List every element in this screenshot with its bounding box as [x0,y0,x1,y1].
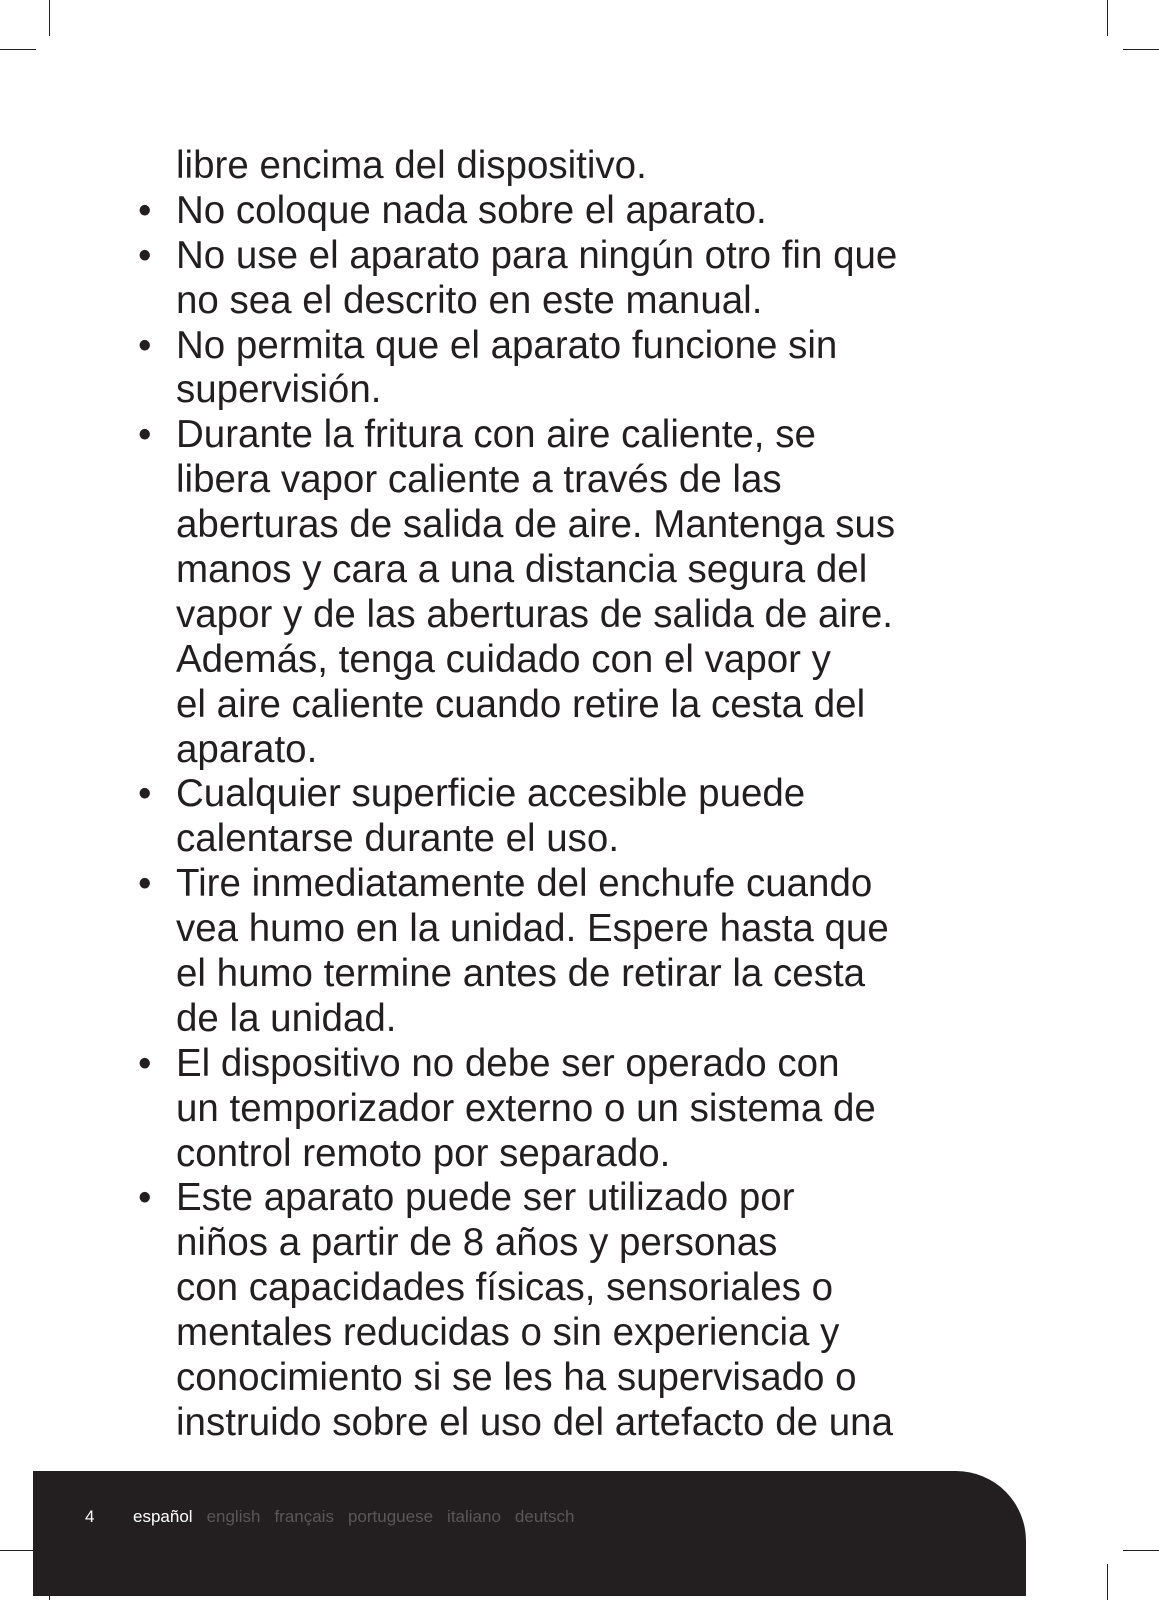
crop-mark-top-left-horizontal [0,49,36,50]
text-line [138,1401,1018,1446]
language-link-1[interactable]: english [206,1507,261,1526]
text-line [138,952,1018,997]
text-line-content: con capacidades físicas, sensoriales o [176,1266,834,1310]
crop-mark-top-right-horizontal [1123,49,1159,50]
language-link-0[interactable]: español [133,1507,193,1526]
bullet-icon: • [138,413,152,457]
text-line-content: instruido sobre el uso del artefacto de una [176,1400,893,1444]
bullet-icon: • [138,233,152,277]
bullet-icon: • [138,862,152,906]
text-line [138,1176,1018,1221]
text-line [138,907,1018,952]
text-line [138,683,1018,728]
language-link-3[interactable]: portuguese [347,1507,434,1526]
text-line [138,1087,1018,1132]
text-line-content: El dispositivo no debe ser operado con [176,1041,840,1085]
text-line-content: manos y cara a una distancia segura del [176,548,868,592]
bullet-icon: • [138,1041,152,1085]
language-nav [133,1507,574,1527]
text-line-content: Además, tenga cuidado con el vapor y [176,637,831,681]
text-line-content: No coloque nada sobre el aparato. [176,188,767,232]
text-line [138,1311,1018,1356]
language-link-4[interactable]: italiano [447,1507,501,1526]
page-number: 4 [85,1507,95,1526]
text-line [138,1266,1018,1311]
text-line-content: el humo termine antes de retirar la cesta [176,952,866,996]
text-line [138,368,1018,413]
text-line-content: conocimiento si se les ha supervisado o [176,1356,857,1400]
text-line-content: aberturas de salida de aire. Mantenga sus [176,503,896,547]
text-line [138,862,1018,907]
text-line [138,503,1018,548]
text-line [138,413,1018,458]
text-line-content: niños a partir de 8 años y personas [176,1221,778,1265]
text-line-content: Este aparato puede ser utilizado por [176,1176,795,1220]
text-line [138,772,1018,817]
text-line-content: de la unidad. [176,996,397,1040]
text-line-content: mentales reducidas o sin experiencia y [176,1311,840,1355]
text-line [138,1132,1018,1177]
crop-mark-top-right-vertical [1107,0,1108,36]
text-line [138,593,1018,638]
text-line [138,817,1018,862]
text-line-content: aparato. [176,727,318,771]
language-link-2[interactable]: français [274,1507,334,1526]
text-line [138,1356,1018,1401]
text-line-content: libera vapor caliente a través de las [176,458,782,502]
text-line [138,144,1018,189]
text-line-content: vapor y de las aberturas de salida de aire. [176,592,893,636]
crop-mark-bottom-left-horizontal [0,1550,36,1551]
crop-mark-bottom-right-vertical [1107,1564,1108,1600]
text-line-content: libre encima del dispositivo. [176,144,647,187]
text-line-content: No permita que el aparato funcione sin [176,323,838,367]
crop-mark-bottom-right-horizontal [1123,1550,1159,1551]
text-line [138,189,1018,234]
text-line-content: el aire caliente cuando retire la cesta del [176,682,866,726]
page-footer [33,1471,1026,1596]
text-line-content: Durante la fritura con aire caliente, se [176,413,816,457]
text-line [138,234,1018,279]
language-link-5[interactable]: deutsch [514,1507,575,1526]
text-line-content: supervisión. [176,368,382,412]
bullet-icon: • [138,188,152,232]
bullet-icon: • [138,772,152,816]
bullet-icon: • [138,323,152,367]
bullet-icon: • [138,1176,152,1220]
manual-text-body [138,144,1018,1446]
text-line-content: no sea el descrito en este manual. [176,278,763,322]
crop-mark-top-left-vertical [49,0,50,36]
text-line [138,1221,1018,1266]
text-line-content: control remoto por separado. [176,1131,671,1175]
text-line-content: un temporizador externo o un sistema de [176,1086,876,1130]
text-line [138,548,1018,593]
text-line-content: calentarse durante el uso. [176,817,620,861]
text-line-content: vea humo en la unidad. Espere hasta que [176,907,889,951]
text-line [138,997,1018,1042]
text-line [138,458,1018,503]
text-line [138,638,1018,683]
text-line-content: Tire inmediatamente del enchufe cuando [176,862,873,906]
text-line [138,728,1018,773]
text-line [138,324,1018,369]
text-line-content: No use el aparato para ningún otro fin que [176,233,898,277]
text-line [138,279,1018,324]
text-line [138,1042,1018,1087]
text-line-content: Cualquier superficie accesible puede [176,772,806,816]
